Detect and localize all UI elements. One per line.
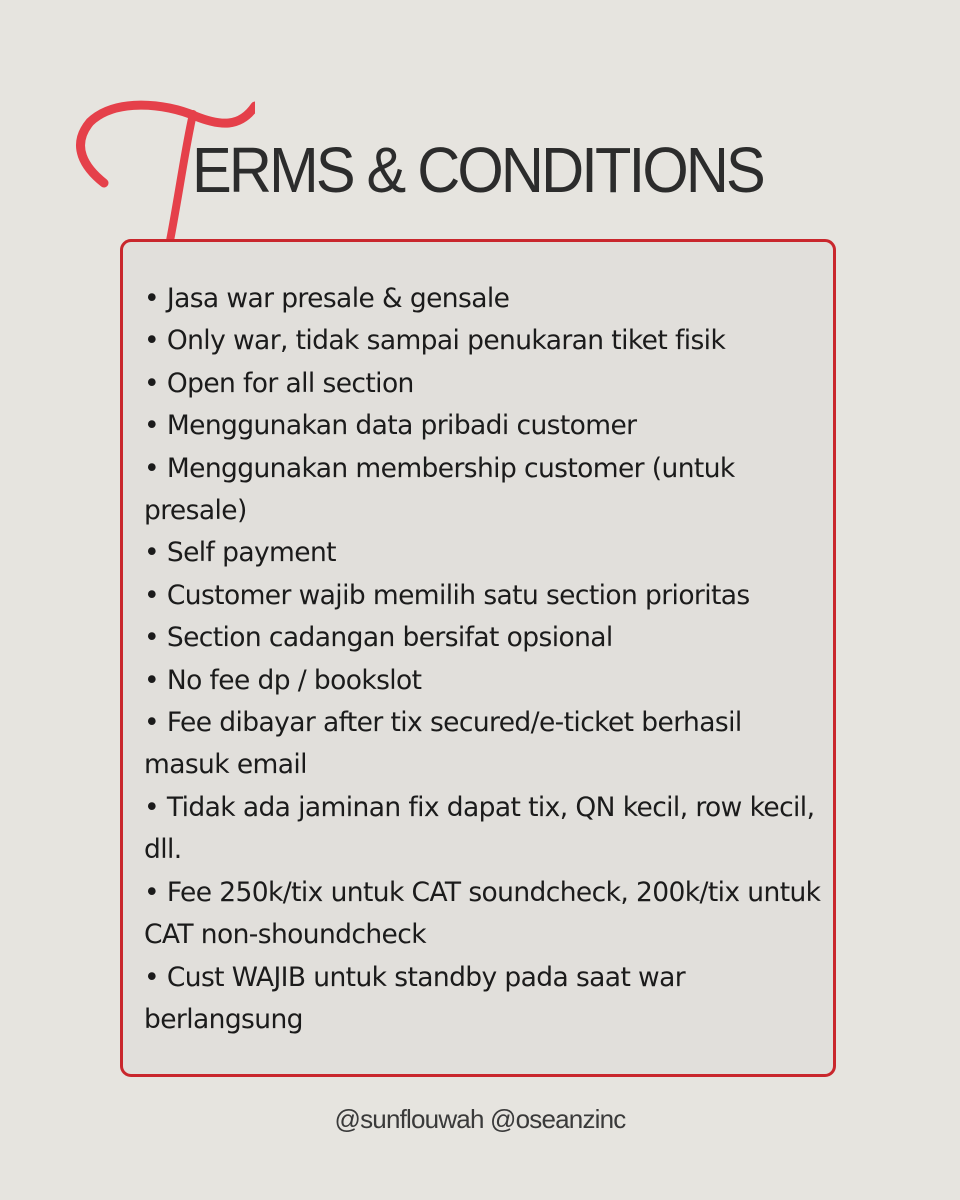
- social-handles: @sunflouwah @oseanzinc: [334, 1104, 626, 1134]
- list-item: • Open for all section: [144, 367, 414, 399]
- list-item: • Self payment: [144, 537, 336, 569]
- list-item: • Tidak ada jaminan fix dapat tix, QN kecil, row kecil, dll.: [144, 791, 815, 866]
- list-item: • Jasa war presale & gensale: [144, 283, 510, 314]
- terms-list: [144, 278, 824, 1041]
- list-item: • No fee dp / bookslot: [144, 664, 422, 696]
- list-item: • Fee 250k/tix untuk CAT soundcheck, 200k/tix untuk CAT non-shoundcheck: [144, 876, 821, 951]
- list-item: • Only war, tidak sampai penukaran tiket fisik: [144, 325, 726, 357]
- list-item: • Menggunakan membership customer (untuk presale): [144, 452, 735, 527]
- page-title: ERMS & CONDITIONS: [192, 134, 763, 206]
- list-item: • Fee dibayar after tix secured/e-ticket berhasil masuk email: [144, 707, 742, 781]
- list-item: • Section cadangan bersifat opsional: [144, 622, 613, 654]
- list-item: • Cust WAJIB untuk standby pada saat war berlangsung: [144, 961, 686, 1035]
- list-item: • Menggunakan data pribadi customer: [144, 410, 637, 442]
- list-item: • Customer wajib memilih satu section prioritas: [144, 579, 750, 611]
